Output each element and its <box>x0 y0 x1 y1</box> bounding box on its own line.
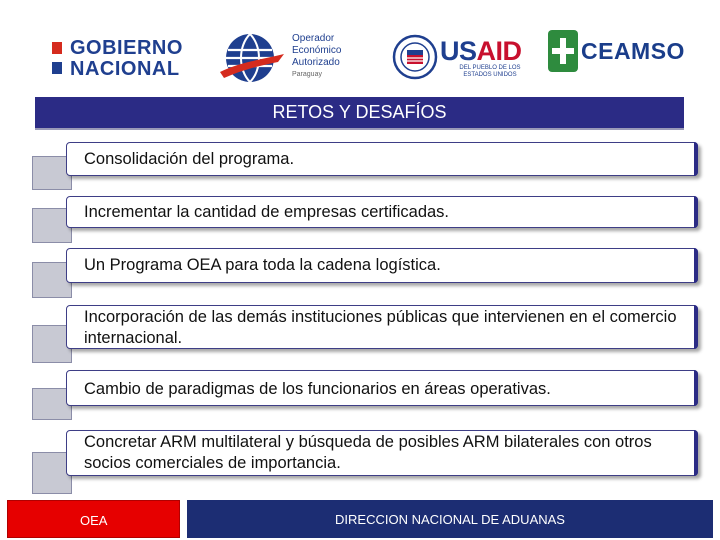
list-item <box>32 430 698 494</box>
oea-logo-text <box>292 33 341 81</box>
usaid-logo <box>440 38 540 76</box>
list-item <box>32 142 698 190</box>
oea-line-2: Económico <box>292 45 342 56</box>
blue-square-icon <box>52 62 62 74</box>
list-item-text: Incrementar la cantidad de empresas certificadas. <box>84 203 450 221</box>
ceamso-cross-icon <box>548 30 578 72</box>
list-item-text: Consolidación del programa. <box>84 150 295 168</box>
usaid-seal-icon <box>392 34 438 80</box>
gobierno-nacional-logo <box>50 38 200 82</box>
oea-country: Paraguay <box>292 71 322 78</box>
globe-icon <box>218 32 286 87</box>
ceamso-logo <box>548 30 685 74</box>
footer-oea-label: OEA <box>80 513 108 528</box>
nacional-text: NACIONAL <box>70 58 180 80</box>
gobierno-text: GOBIERNO <box>70 37 183 59</box>
logo-strip <box>0 0 720 92</box>
list-item <box>32 370 698 420</box>
list-item-text: Cambio de paradigmas de los funcionarios en áreas operativas. <box>84 380 551 398</box>
oea-line-1: Operador <box>292 33 335 44</box>
list-item <box>32 196 698 244</box>
ceamso-wordmark: CEAMSO <box>581 38 685 64</box>
list-item-text: Concretar ARM multilateral y búsqueda de posibles ARM bilaterales con otros socios comerciales de importancia. <box>84 433 652 472</box>
list-item <box>32 305 698 363</box>
oea-line-3: Autorizado <box>292 57 340 68</box>
footer-aduanas-label: DIRECCION NACIONAL DE ADUANAS <box>335 512 565 527</box>
list-item <box>32 248 698 298</box>
footer-oea-block <box>7 500 180 538</box>
footer-bar <box>0 500 720 540</box>
red-square-icon <box>52 42 62 54</box>
page-title: RETOS Y DESAFÍOS <box>272 102 447 122</box>
usaid-tagline: DEL PUEBLO DE LOS ESTADOS UNIDOS <box>459 65 521 78</box>
footer-aduanas-block <box>187 500 713 538</box>
list-item-text: Un Programa OEA para toda la cadena logística. <box>84 256 441 274</box>
usaid-wordmark: USAID <box>440 36 522 66</box>
list-item-text: Incorporación de las demás instituciones públicas que intervienen en el comercio internacional. <box>84 308 677 347</box>
title-bar <box>35 97 684 130</box>
oea-logo <box>218 32 358 87</box>
